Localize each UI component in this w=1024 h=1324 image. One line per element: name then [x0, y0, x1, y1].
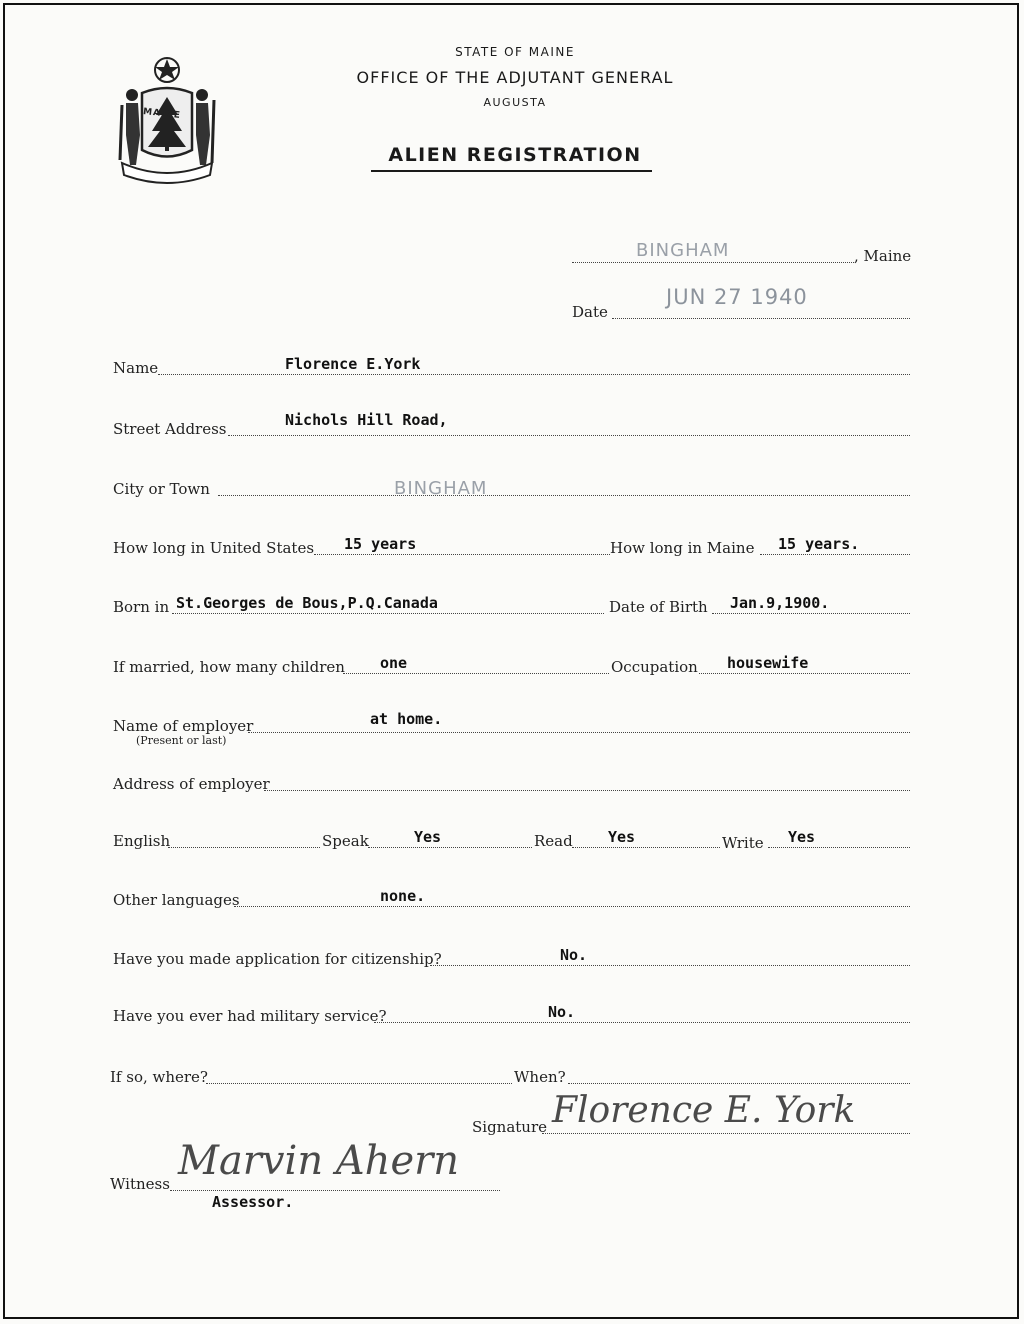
- employer-value: at home.: [370, 710, 443, 728]
- place-stamp: BINGHAM: [636, 240, 730, 261]
- city-heading: AUGUSTA: [483, 96, 547, 109]
- occupation-value: housewife: [727, 654, 809, 672]
- occupation-field-line: [699, 673, 910, 674]
- employer-label: Name of employer: [113, 717, 254, 735]
- employer-sublabel: (Present or last): [136, 734, 227, 747]
- speak-value: Yes: [414, 828, 442, 846]
- citizenship-label: Have you made application for citizenship?: [113, 950, 442, 968]
- city-label: City or Town: [113, 480, 210, 498]
- employer-field-line: [248, 732, 910, 733]
- read-label: Read: [534, 832, 573, 850]
- form-title: ALIEN REGISTRATION: [388, 144, 642, 166]
- date-label: Date: [572, 303, 608, 321]
- witness-label: Witness: [110, 1175, 170, 1193]
- date-stamp: JUN 27 1940: [666, 285, 808, 309]
- applicant-signature: Florence E. York: [552, 1090, 856, 1131]
- employer-address-field-line: [264, 790, 910, 791]
- us-years-field-line: [314, 554, 610, 555]
- citizenship-field-line: [430, 965, 910, 966]
- seal-text: MAINE: [142, 107, 182, 121]
- when-field-line: [568, 1083, 910, 1084]
- signature-field-line: [542, 1133, 910, 1134]
- military-field-line: [374, 1022, 910, 1023]
- date-field-line: [612, 318, 910, 319]
- name-value: Florence E.York: [285, 355, 421, 373]
- speak-label: Speak: [322, 832, 369, 850]
- us-years-label: How long in United States: [113, 539, 315, 557]
- read-value: Yes: [608, 828, 636, 846]
- place-field-line: [572, 262, 854, 263]
- maine-years-value: 15 years.: [778, 535, 860, 553]
- state-heading: STATE OF MAINE: [455, 45, 575, 59]
- street-field-line: [228, 435, 910, 436]
- citizenship-value: No.: [560, 946, 588, 964]
- place-suffix: , Maine: [854, 247, 912, 265]
- english-field-line: [168, 847, 320, 848]
- other-languages-value: none.: [380, 887, 426, 905]
- name-label: Name: [113, 359, 159, 377]
- maine-years-field-line: [760, 554, 910, 555]
- us-years-value: 15 years: [344, 535, 417, 553]
- maine-years-label: How long in Maine: [610, 539, 755, 557]
- street-value: Nichols Hill Road,: [285, 411, 448, 429]
- street-label: Street Address: [113, 420, 227, 438]
- other-languages-field-line: [234, 906, 910, 907]
- employer-address-label: Address of employer: [113, 775, 270, 793]
- city-stamp: BINGHAM: [394, 478, 488, 499]
- where-label: If so, where?: [110, 1068, 208, 1086]
- born-in-field-line: [172, 613, 604, 614]
- where-field-line: [206, 1083, 512, 1084]
- witness-field-line: [170, 1190, 500, 1191]
- dob-label: Date of Birth: [609, 598, 708, 616]
- name-field-line: [158, 374, 910, 375]
- witness-title: Assessor.: [212, 1193, 294, 1211]
- read-field-line: [572, 847, 720, 848]
- born-in-label: Born in: [113, 598, 170, 616]
- witness-signature: Marvin Ahern: [178, 1138, 459, 1184]
- military-value: No.: [548, 1003, 576, 1021]
- when-label: When?: [514, 1068, 566, 1086]
- english-label: English: [113, 832, 171, 850]
- title-underline: [371, 170, 652, 172]
- speak-field-line: [368, 847, 532, 848]
- dob-value: Jan.9,1900.: [730, 594, 830, 612]
- city-field-line: [218, 495, 910, 496]
- write-field-line: [768, 847, 910, 848]
- children-label: If married, how many children: [113, 658, 345, 676]
- born-in-value: St.Georges de Bous,P.Q.Canada: [176, 594, 438, 612]
- office-heading: OFFICE OF THE ADJUTANT GENERAL: [356, 68, 674, 87]
- dob-field-line: [712, 613, 910, 614]
- occupation-label: Occupation: [611, 658, 698, 676]
- other-languages-label: Other languages: [113, 891, 240, 909]
- write-label: Write: [722, 834, 764, 852]
- military-label: Have you ever had military service?: [113, 1007, 387, 1025]
- write-value: Yes: [788, 828, 816, 846]
- children-value: one: [380, 654, 408, 672]
- signature-label: Signature: [472, 1118, 548, 1136]
- children-field-line: [343, 673, 609, 674]
